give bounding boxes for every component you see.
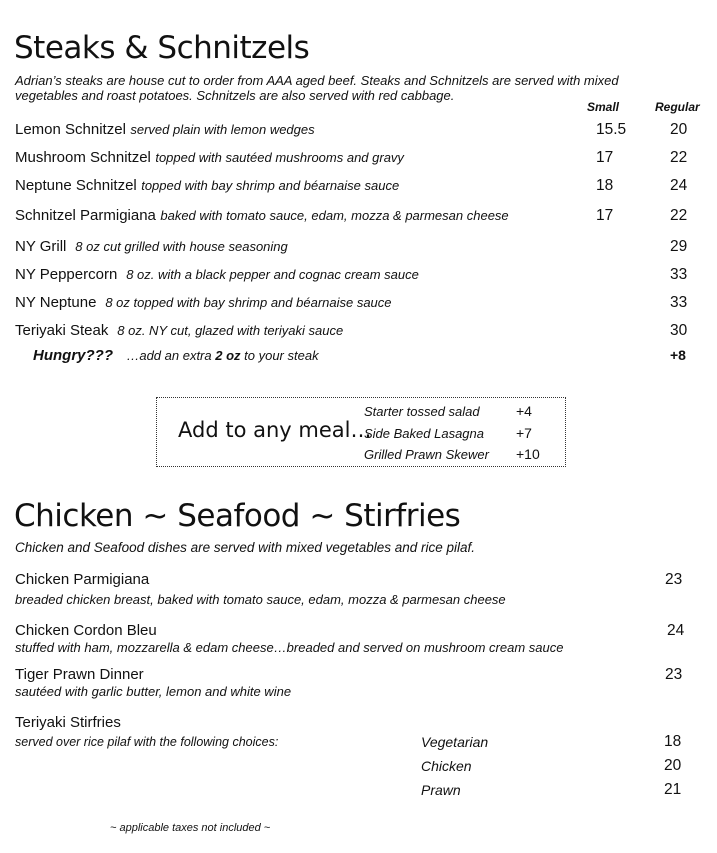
item-price-small: 17 (596, 207, 614, 224)
item-name: Mushroom Schnitzel (15, 149, 151, 166)
item-name: NY Grill (15, 238, 67, 255)
item-desc: served plain with lemon wedges (130, 122, 315, 137)
stirfry-choice-name: Chicken (421, 758, 472, 774)
hungry-price: +8 (670, 347, 686, 363)
stirfry-choice-price: 18 (664, 733, 682, 750)
addon-item-name: Grilled Prawn Skewer (364, 447, 489, 462)
item-price-small: 15.5 (596, 121, 627, 138)
item-price-small: 17 (596, 149, 614, 166)
item-name: Lemon Schnitzel (15, 121, 126, 138)
stirfry-desc: served over rice pilaf with the following choices: (15, 735, 279, 749)
chicken-intro: Chicken and Seafood dishes are served with mixed vegetables and rice pilaf. (15, 540, 476, 555)
item-desc: 8 oz cut grilled with house seasoning (75, 239, 288, 254)
chicken-item-desc: sautéed with garlic butter, lemon and white wine (15, 684, 292, 699)
item-name: Neptune Schnitzel (15, 177, 137, 194)
stirfry-choice-price: 21 (664, 781, 682, 798)
hungry-text-post: to your steak (240, 348, 319, 363)
item-price-regular: 22 (670, 207, 688, 224)
item-price-regular: 33 (670, 266, 688, 283)
chicken-item-name: Tiger Prawn Dinner (15, 666, 144, 683)
steaks-intro-line2: vegetables and roast potatoes. Schnitzels are also served with red cabbage. (15, 88, 455, 103)
hungry-label: Hungry??? (33, 347, 113, 364)
addon-item-price: +4 (516, 403, 532, 419)
stirfry-name: Teriyaki Stirfries (15, 714, 121, 731)
item-name: NY Neptune (15, 294, 97, 311)
item-desc: 8 oz. NY cut, glazed with teriyaki sauce (117, 323, 344, 338)
chicken-item-desc: breaded chicken breast, baked with tomato sauce, edam, mozza & parmesan cheese (15, 592, 506, 607)
chicken-title: Chicken ~ Seafood ~ Stirfries (14, 498, 461, 534)
addon-item-name: Starter tossed salad (364, 404, 480, 419)
col-regular-header: Regular (655, 100, 700, 114)
item-desc: 8 oz. with a black pepper and cognac cream sauce (126, 267, 419, 282)
footer-note: ~ applicable taxes not included ~ (110, 822, 271, 834)
item-desc: topped with bay shrimp and béarnaise sauce (141, 178, 400, 193)
item-price-regular: 24 (670, 177, 688, 194)
item-desc: baked with tomato sauce, edam, mozza & parmesan cheese (160, 208, 509, 223)
stirfry-choice-name: Prawn (421, 782, 461, 798)
addon-item-name: Side Baked Lasagna (364, 426, 484, 441)
item-price-regular: 20 (670, 121, 688, 138)
stirfry-choice-name: Vegetarian (421, 734, 489, 750)
item-price-regular: 30 (670, 322, 688, 339)
item-price-regular: 22 (670, 149, 688, 166)
addon-label: Add to any meal… (178, 418, 372, 442)
addon-item-price: +7 (516, 425, 532, 441)
chicken-item-price: 23 (665, 666, 683, 683)
item-price-regular: 33 (670, 294, 688, 311)
item-price-regular: 29 (670, 238, 688, 255)
hungry-line (33, 347, 319, 365)
chicken-item-price: 23 (665, 571, 683, 588)
item-desc: topped with sautéed mushrooms and gravy (155, 150, 404, 165)
chicken-item-name: Chicken Parmigiana (15, 571, 150, 588)
item-price-small: 18 (596, 177, 614, 194)
addon-item-price: +10 (516, 446, 540, 462)
hungry-text-pre: …add an extra (126, 348, 216, 363)
steaks-intro-line1: Adrian’s steaks are house cut to order from AAA aged beef. Steaks and Schnitzels are served with mixed (15, 73, 619, 88)
item-name: Schnitzel Parmigiana (15, 207, 156, 224)
chicken-item-price: 24 (667, 622, 685, 639)
item-name: Teriyaki Steak (15, 322, 109, 339)
hungry-text-bold: 2 oz (215, 348, 241, 363)
stirfry-choice-price: 20 (664, 757, 682, 774)
item-desc: 8 oz topped with bay shrimp and béarnaise sauce (105, 295, 392, 310)
chicken-item-name: Chicken Cordon Bleu (15, 622, 157, 639)
item-name: NY Peppercorn (15, 266, 118, 283)
col-small-header: Small (587, 100, 620, 114)
chicken-item-desc: stuffed with ham, mozzarella & edam cheese…breaded and served on mushroom cream sauce (15, 640, 564, 655)
steaks-title: Steaks & Schnitzels (14, 30, 310, 66)
